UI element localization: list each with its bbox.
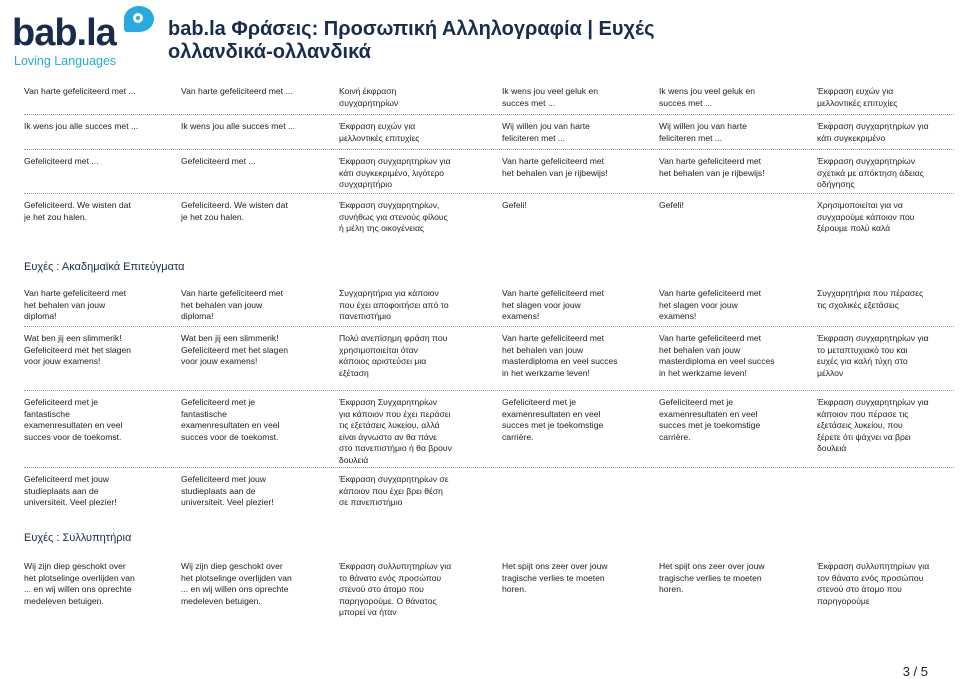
- row-divider: [24, 390, 954, 391]
- phrase-text: Van harte gefeliciteerd met het behalen van je rijbewijs!: [502, 156, 608, 178]
- phrase-text: Gefeliciteerd met je examenresultaten en veel succes met je toekomstige carrière.: [659, 397, 761, 442]
- phrase-explanation: Έκφραση συγχαρητηρίων, συνήθως για στενούς φίλους ή μέλη της οικογένειας: [339, 200, 448, 234]
- phrase-text: Van harte gefeliciteerd met het behalen van je rijbewijs!: [659, 156, 765, 178]
- babla-logo[interactable]: [12, 6, 157, 68]
- phrase-text: Gefeliciteerd met jouw studieplaats aan de universiteit. Veel plezier!: [24, 474, 117, 508]
- phrase-text: Wij willen jou van harte feliciteren met ...: [502, 121, 590, 143]
- row-divider: [24, 114, 954, 115]
- phrase-text: Gefeliciteerd. We wisten dat je het zou halen.: [24, 200, 131, 222]
- phrase-text: Gefeliciteerd. We wisten dat je het zou halen.: [181, 200, 288, 222]
- phrase-text: Van harte gefeliciteerd met het slagen voor jouw examens!: [659, 288, 762, 322]
- phrase-explanation: Έκφραση ευχών για μελλοντικές επιτυχίες: [339, 121, 420, 143]
- phrase-text: Gefeliciteerd met ...: [24, 156, 99, 166]
- phrase-text: Wij zijn diep geschokt over het plotselinge overlijden van ... en wij willen ons oprechte medeleven betuigen.: [24, 561, 135, 606]
- phrase-text: Het spijt ons zeer over jouw tragische verlies te moeten horen.: [659, 561, 765, 595]
- section-heading: Ευχές : Συλλυπητήρια: [24, 532, 132, 544]
- phrase-explanation: Έκφραση συγχαρητηρίων σε κάποιον που έχει βρει θέση σε πανεπιστήμιο: [339, 474, 449, 508]
- phrase-text: Van harte gefeliciteerd met het slagen voor jouw examens!: [502, 288, 605, 322]
- row-divider: [24, 149, 954, 150]
- logo-wordmark: bab.la: [12, 12, 116, 54]
- phrase-explanation: Έκφραση συγχαρητηρίων για κάτι συγκεκριμένο: [817, 121, 929, 143]
- phrase-explanation: Έκφραση συγχαρητηρίων για κάποιον που πέρασε τις εξετάσεις λυκείου, που ξέρετε ότι ψάχνει να βρει δουλειά: [817, 397, 929, 454]
- section-heading: Ευχές : Ακαδημαϊκά Επιτεύγματα: [24, 261, 185, 273]
- page-number: 3 / 5: [902, 664, 928, 679]
- logo-tagline: Loving Languages: [14, 54, 117, 68]
- phrase-text: Gefeliciteerd met je fantastische examenresultaten en veel succes voor de toekomst.: [181, 397, 280, 442]
- phrase-text: Van harte gefeliciteerd met het behalen van jouw diploma!: [181, 288, 284, 322]
- phrase-text: Van harte gefeliciteerd met het behalen van jouw masterdiploma en veel succes in het werkzame leven!: [502, 333, 618, 378]
- phrase-explanation: Πολύ ανεπίσημη φράση που χρησιμοποιείται όταν κάποιος αριστεύσει μια εξέταση: [339, 333, 448, 378]
- phrase-text: Gefeli!: [502, 200, 527, 210]
- phrase-explanation: Έκφραση ευχών για μελλοντικές επιτυχίες: [817, 86, 898, 108]
- phrase-text: Gefeliciteerd met je fantastische examenresultaten en veel succes voor de toekomst.: [24, 397, 123, 442]
- phrase-text: Wat ben jij een slimmerik! Gefeliciteerd met het slagen voor jouw examens!: [24, 333, 132, 367]
- phrase-text: Gefeliciteerd met je examenresultaten en veel succes met je toekomstige carrière.: [502, 397, 604, 442]
- page-title: bab.la Φράσεις: Προσωπική Αλληλογραφία | Ευχές ολλανδικά-ολλανδικά: [168, 18, 655, 63]
- phrase-text: Van harte gefeliciteerd met het behalen van jouw diploma!: [24, 288, 127, 322]
- phrase-text: Wat ben jij een slimmerik! Gefeliciteerd met het slagen voor jouw examens!: [181, 333, 289, 367]
- phrase-explanation: Κοινή έκφραση συγχαρητηρίων: [339, 86, 399, 108]
- phrase-explanation: Έκφραση συγχαρητηρίων για το μεταπτυχιακό του και ευχές για καλή τύχη στο μέλλον: [817, 333, 929, 378]
- phrase-text: Van harte gefeliciteerd met ...: [181, 86, 293, 96]
- phrase-text: Wij zijn diep geschokt over het plotselinge overlijden van ... en wij willen ons oprechte medeleven betuigen.: [181, 561, 292, 606]
- page-header: [0, 0, 960, 72]
- phrase-text: Gefeliciteerd met ...: [181, 156, 256, 166]
- phrase-text: Gefeli!: [659, 200, 684, 210]
- phrase-text: Ik wens jou veel geluk en succes met ...: [659, 86, 756, 108]
- phrase-explanation: Έκφραση συλλυπητηρίων για το θάνατο ενός προσώπου στενού στο άτομο που παρηγορούμε. Ο θάνατος μπορεί να ήταν: [339, 561, 452, 618]
- phrase-text: Van harte gefeliciteerd met het behalen van jouw masterdiploma en veel succes in het werkzame leven!: [659, 333, 775, 378]
- phrase-explanation: Χρησιμοποιείται για να συγχαρούμε κάποιον που ξέρουμε πολύ καλά: [817, 200, 915, 234]
- phrase-explanation: Έκφραση συλλυπητηρίων για τον θάνατο ενός προσώπου στενού στο άτομο που παρηγορούμε: [817, 561, 930, 606]
- phrase-explanation: Συγχαρητήρια για κάποιον που έχει αποφοιτήσει από το πανεπιστήμιο: [339, 288, 449, 322]
- phrase-explanation: Συγχαρητήρια που πέρασες τις σχολικές εξετάσεις: [817, 288, 924, 310]
- phrase-explanation: Έκφραση Συγχαρητηρίων για κάποιον που έχει περάσει τις εξετάσεις λυκείου, αλλά είναι άγνωστο αν θα πάνε στο πανεπιστήμιο ή θα βρουν δουλειά: [339, 397, 452, 465]
- phrase-text: Wij willen jou van harte feliciteren met ...: [659, 121, 747, 143]
- row-divider: [24, 193, 954, 194]
- phrase-explanation: Έκφραση συγχαρητηρίων για κάτι συγκεκριμένο, λιγότερο συγχαρητήριο: [339, 156, 451, 190]
- phrase-text: Ik wens jou veel geluk en succes met ...: [502, 86, 599, 108]
- phrase-text: Gefeliciteerd met jouw studieplaats aan de universiteit. Veel plezier!: [181, 474, 274, 508]
- row-divider: [24, 326, 954, 327]
- row-divider: [24, 467, 954, 468]
- phrase-text: Ik wens jou alle succes met ...: [24, 121, 139, 131]
- phrase-explanation: Έκφραση συγχαρητηρίων σχετικά με απόκτηση άδειας οδήγησης: [817, 156, 924, 190]
- speech-bubble-icon: [124, 6, 154, 32]
- phrase-text: Ik wens jou alle succes met ...: [181, 121, 296, 131]
- phrase-text: Van harte gefeliciteerd met ...: [24, 86, 136, 96]
- phrase-text: Het spijt ons zeer over jouw tragische verlies te moeten horen.: [502, 561, 608, 595]
